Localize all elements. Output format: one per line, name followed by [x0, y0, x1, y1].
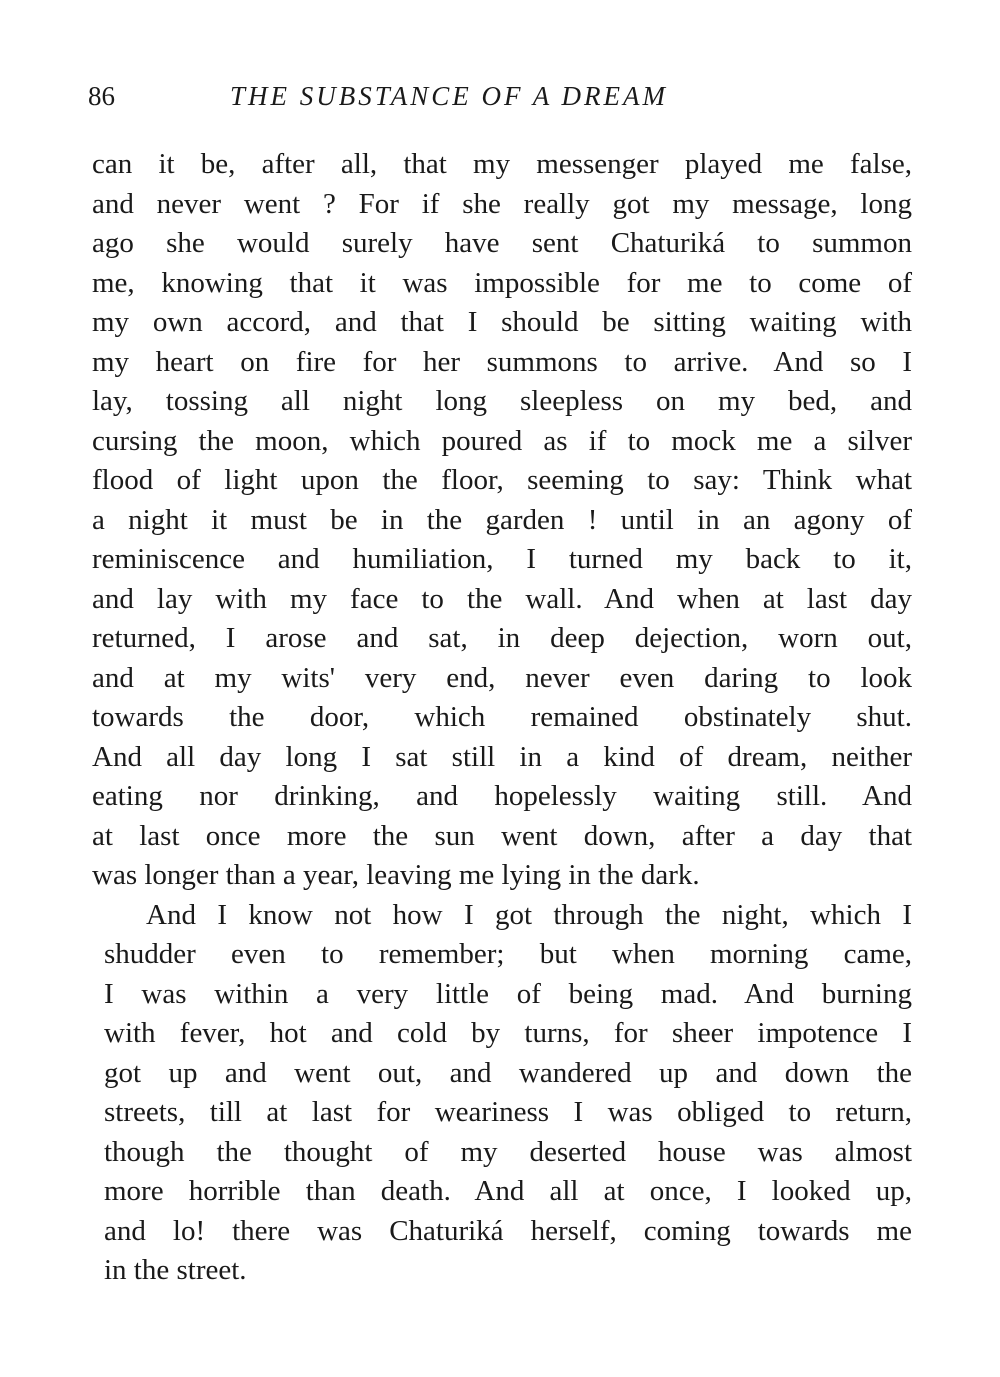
text-line: and at my wits' very end, never even daring to look — [92, 661, 912, 694]
body-text — [92, 145, 912, 1291]
text-line: eating nor drinking, and hopelessly waiting still. And — [92, 780, 912, 812]
page-number: 86 — [88, 81, 115, 111]
paragraph-1 — [92, 145, 912, 896]
text-line: returned, I arose and sat, in deep dejection, worn out, — [92, 622, 912, 654]
text-line: reminiscence and humiliation, I turned my back to it, — [92, 543, 912, 575]
text-line: in the street. — [104, 1254, 247, 1286]
text-line: and lay with my face to the wall. And when at last day — [92, 582, 912, 615]
text-line: my own accord, and that I should be sitting waiting with — [92, 306, 912, 338]
text-line: was longer than a year, leaving me lying in the dark. — [92, 859, 700, 891]
text-line: a night it must be in the garden ! until in an agony of — [92, 503, 912, 536]
text-line: at last once more the sun went down, after a day that — [92, 819, 912, 852]
text-line: And I know not how I got through the night, which I — [146, 898, 912, 931]
text-line: can it be, after all, that my messenger played me false, — [92, 148, 912, 180]
text-line: got up and went out, and wandered up and down the — [104, 1056, 912, 1089]
text-line: I was within a very little of being mad. And burning — [104, 977, 912, 1010]
text-line: And all day long I sat still in a kind of dream, neither — [92, 740, 912, 773]
text-line: shudder even to remember; but when morning came, — [104, 938, 912, 970]
text-line: and lo! there was Chaturiká herself, coming towards me — [104, 1214, 912, 1247]
text-line: ago she would surely have sent Chaturiká to summon — [92, 227, 912, 259]
text-line: though the thought of my deserted house was almost — [104, 1135, 912, 1168]
text-line: lay, tossing all night long sleepless on my bed, and — [92, 385, 912, 417]
text-line: flood of light upon the floor, seeming to say: Think what — [92, 464, 912, 496]
text-line: cursing the moon, which poured as if to mock me a silver — [92, 424, 912, 457]
text-line: my heart on fire for her summons to arrive. And so I — [92, 345, 912, 378]
running-title: THE SUBSTANCE OF A DREAM — [230, 81, 668, 111]
text-line: and never went ? For if she really got my message, long — [92, 187, 912, 220]
text-line: more horrible than death. And all at once, I looked up, — [104, 1175, 912, 1207]
text-line: me, knowing that it was impossible for me to come of — [92, 266, 912, 299]
text-line: towards the door, which remained obstinately shut. — [92, 701, 912, 733]
page-header — [88, 78, 918, 114]
paragraph-2 — [92, 896, 912, 1291]
text-line: streets, till at last for weariness I was obliged to return, — [104, 1096, 912, 1128]
text-line: with fever, hot and cold by turns, for sheer impotence I — [104, 1017, 912, 1049]
